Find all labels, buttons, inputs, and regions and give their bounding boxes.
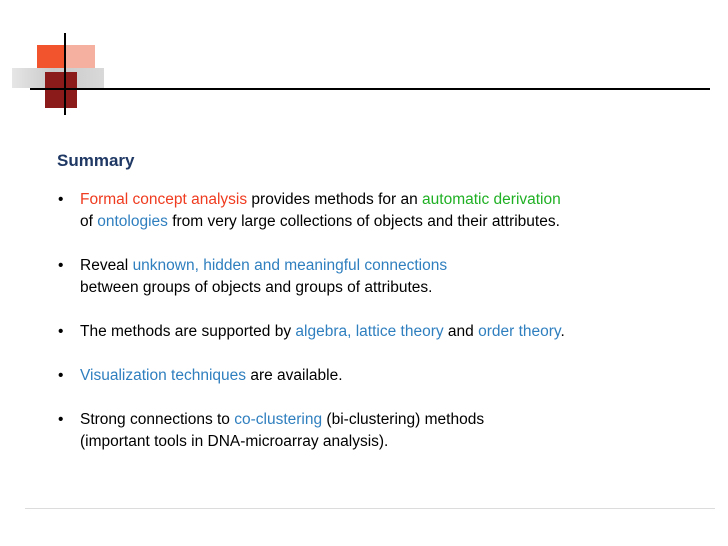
- decor-vertical-rule: [64, 33, 66, 115]
- bullet-text: (important tools in DNA-microarray analysis).: [80, 433, 389, 450]
- term-co-clustering: co-clustering: [234, 411, 323, 428]
- term-visualization-techniques: Visualization techniques: [80, 367, 247, 384]
- bullet-text: Reveal: [80, 257, 133, 274]
- bullet-item-co-clustering: [57, 409, 697, 453]
- bullet-text: of: [80, 213, 98, 230]
- bullet-text: between groups of objects and groups of attributes.: [80, 279, 433, 296]
- term-order-theory: order theory: [478, 323, 561, 340]
- bullet-item-reveal: [57, 255, 697, 299]
- bullet-icon: •: [58, 191, 64, 208]
- bullet-text: and: [443, 323, 479, 340]
- term-ontologies: ontologies: [97, 213, 168, 230]
- decor-square-darkred: [45, 72, 77, 108]
- term-hidden-connections: unknown, hidden and meaningful connections: [132, 257, 448, 274]
- bullet-text: (bi-clustering) methods: [322, 411, 485, 428]
- bullet-list: [57, 189, 697, 453]
- bullet-icon: •: [58, 323, 64, 340]
- bullet-item-visualization: [57, 365, 697, 387]
- bullet-item-fca: [57, 189, 697, 233]
- bullet-text: from very large collections of objects and their attributes.: [167, 213, 560, 230]
- bullet-icon: •: [58, 411, 64, 428]
- footer-rule: [25, 508, 715, 509]
- slide-title: Summary: [57, 151, 135, 170]
- bullet-icon: •: [58, 257, 64, 274]
- term-algebra-lattice-theory: algebra, lattice theory: [295, 323, 444, 340]
- bullet-text: The methods are supported by: [80, 323, 296, 340]
- bullet-item-methods: [57, 321, 697, 343]
- term-formal-concept-analysis: Formal concept analysis: [80, 191, 248, 208]
- bullet-text: provides methods for an: [247, 191, 423, 208]
- header-rule: [30, 88, 710, 90]
- bullet-text: Strong connections to: [80, 411, 235, 428]
- bullet-text: are available.: [246, 367, 343, 384]
- bullet-icon: •: [58, 367, 64, 384]
- term-automatic-derivation: automatic derivation: [422, 191, 561, 208]
- bullet-text: .: [560, 323, 565, 340]
